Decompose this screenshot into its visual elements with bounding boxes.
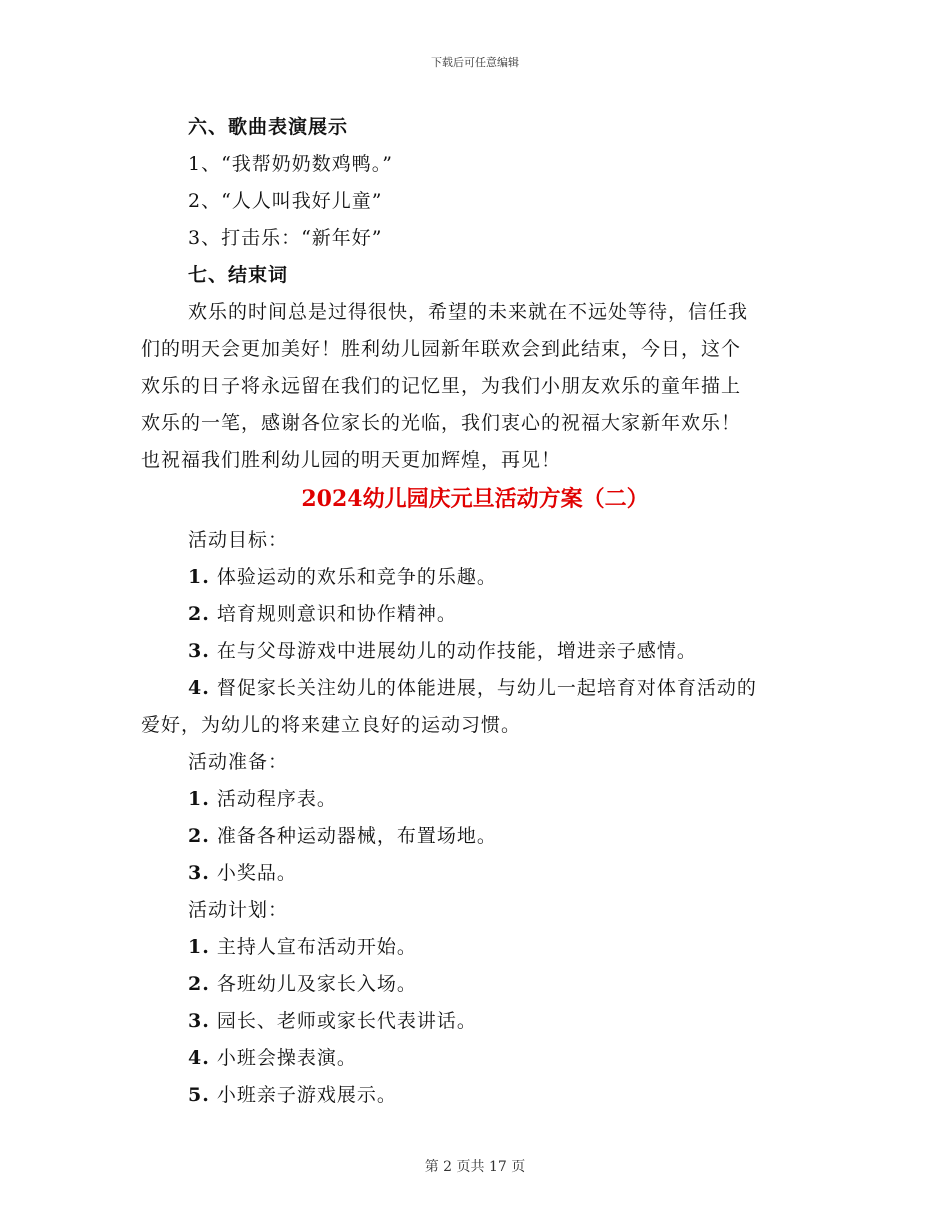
paragraph-line: 欢乐的一笔，感谢各位家长的光临，我们衷心的祝福大家新年欢乐！ — [141, 412, 742, 434]
item-text: 园长、老师或家长代表讲话。 — [216, 1010, 477, 1032]
item-number: 2. — [188, 825, 210, 847]
item-text: 督促家长关注幼儿的体能进展，与幼儿一起培育对体育活动的 — [216, 677, 757, 699]
item-text: 小班亲子游戏展示。 — [216, 1084, 397, 1106]
page-footer: 第 2 页共 17 页 — [424, 1159, 526, 1175]
item-number: 3. — [188, 862, 210, 884]
list-item — [188, 1083, 397, 1107]
section-6-heading: 六、歌曲表演展示 — [188, 116, 349, 138]
document-title: 2024幼儿园庆元旦活动方案（二） — [301, 486, 649, 512]
item-text: 小奖品。 — [216, 862, 297, 884]
list-item — [188, 1046, 357, 1070]
goals-label: 活动目标： — [188, 529, 289, 551]
list-item — [188, 787, 337, 811]
paragraph-line: 欢乐的时间总是过得很快，希望的未来就在不远处等待，信任我 — [188, 301, 749, 323]
plan-label: 活动计划： — [188, 899, 289, 921]
item-number: 2. — [188, 603, 210, 625]
list-item — [188, 565, 497, 589]
list-item — [188, 602, 457, 626]
list-item — [188, 935, 417, 959]
item-number: 1. — [188, 936, 210, 958]
list-item: 3、打击乐：“新年好” — [188, 227, 383, 249]
list-item: 1、“我帮奶奶数鸡鸭。” — [188, 153, 394, 175]
item-number: 2. — [188, 973, 210, 995]
item-number: 5. — [188, 1084, 210, 1106]
item-text: 准备各种运动器械，布置场地。 — [216, 825, 497, 847]
list-item — [188, 824, 497, 848]
list-item — [188, 676, 757, 700]
item-text: 培育规则意识和协作精神。 — [216, 603, 457, 625]
item-number: 4. — [188, 1047, 210, 1069]
section-7-heading: 七、结束词 — [188, 264, 289, 286]
list-item — [188, 972, 417, 996]
item-text: 在与父母游戏中进展幼儿的动作技能，增进亲子感情。 — [216, 640, 697, 662]
paragraph-line: 爱好，为幼儿的将来建立良好的运动习惯。 — [141, 714, 522, 736]
paragraph-line: 们的明天会更加美好！胜利幼儿园新年联欢会到此结束，今日，这个 — [141, 338, 742, 360]
paragraph-line: 欢乐的日子将永远留在我们的记忆里，为我们小朋友欢乐的童年描上 — [141, 375, 742, 397]
list-item — [188, 639, 697, 663]
item-number: 1. — [188, 566, 210, 588]
item-text: 各班幼儿及家长入场。 — [216, 973, 417, 995]
item-text: 小班会操表演。 — [216, 1047, 357, 1069]
paragraph-line: 也祝福我们胜利幼儿园的明天更加辉煌，再见！ — [141, 449, 562, 471]
prep-label: 活动准备： — [188, 751, 289, 773]
page-header: 下载后可任意编辑 — [431, 56, 519, 69]
item-number: 3. — [188, 1010, 210, 1032]
list-item — [188, 1009, 477, 1033]
item-text: 体验运动的欢乐和竞争的乐趣。 — [216, 566, 497, 588]
item-number: 4. — [188, 677, 210, 699]
list-item: 2、“人人叫我好儿童” — [188, 190, 383, 212]
item-text: 主持人宣布活动开始。 — [216, 936, 417, 958]
item-text: 活动程序表。 — [216, 788, 337, 810]
list-item — [188, 861, 297, 885]
item-number: 1. — [188, 788, 210, 810]
item-number: 3. — [188, 640, 210, 662]
